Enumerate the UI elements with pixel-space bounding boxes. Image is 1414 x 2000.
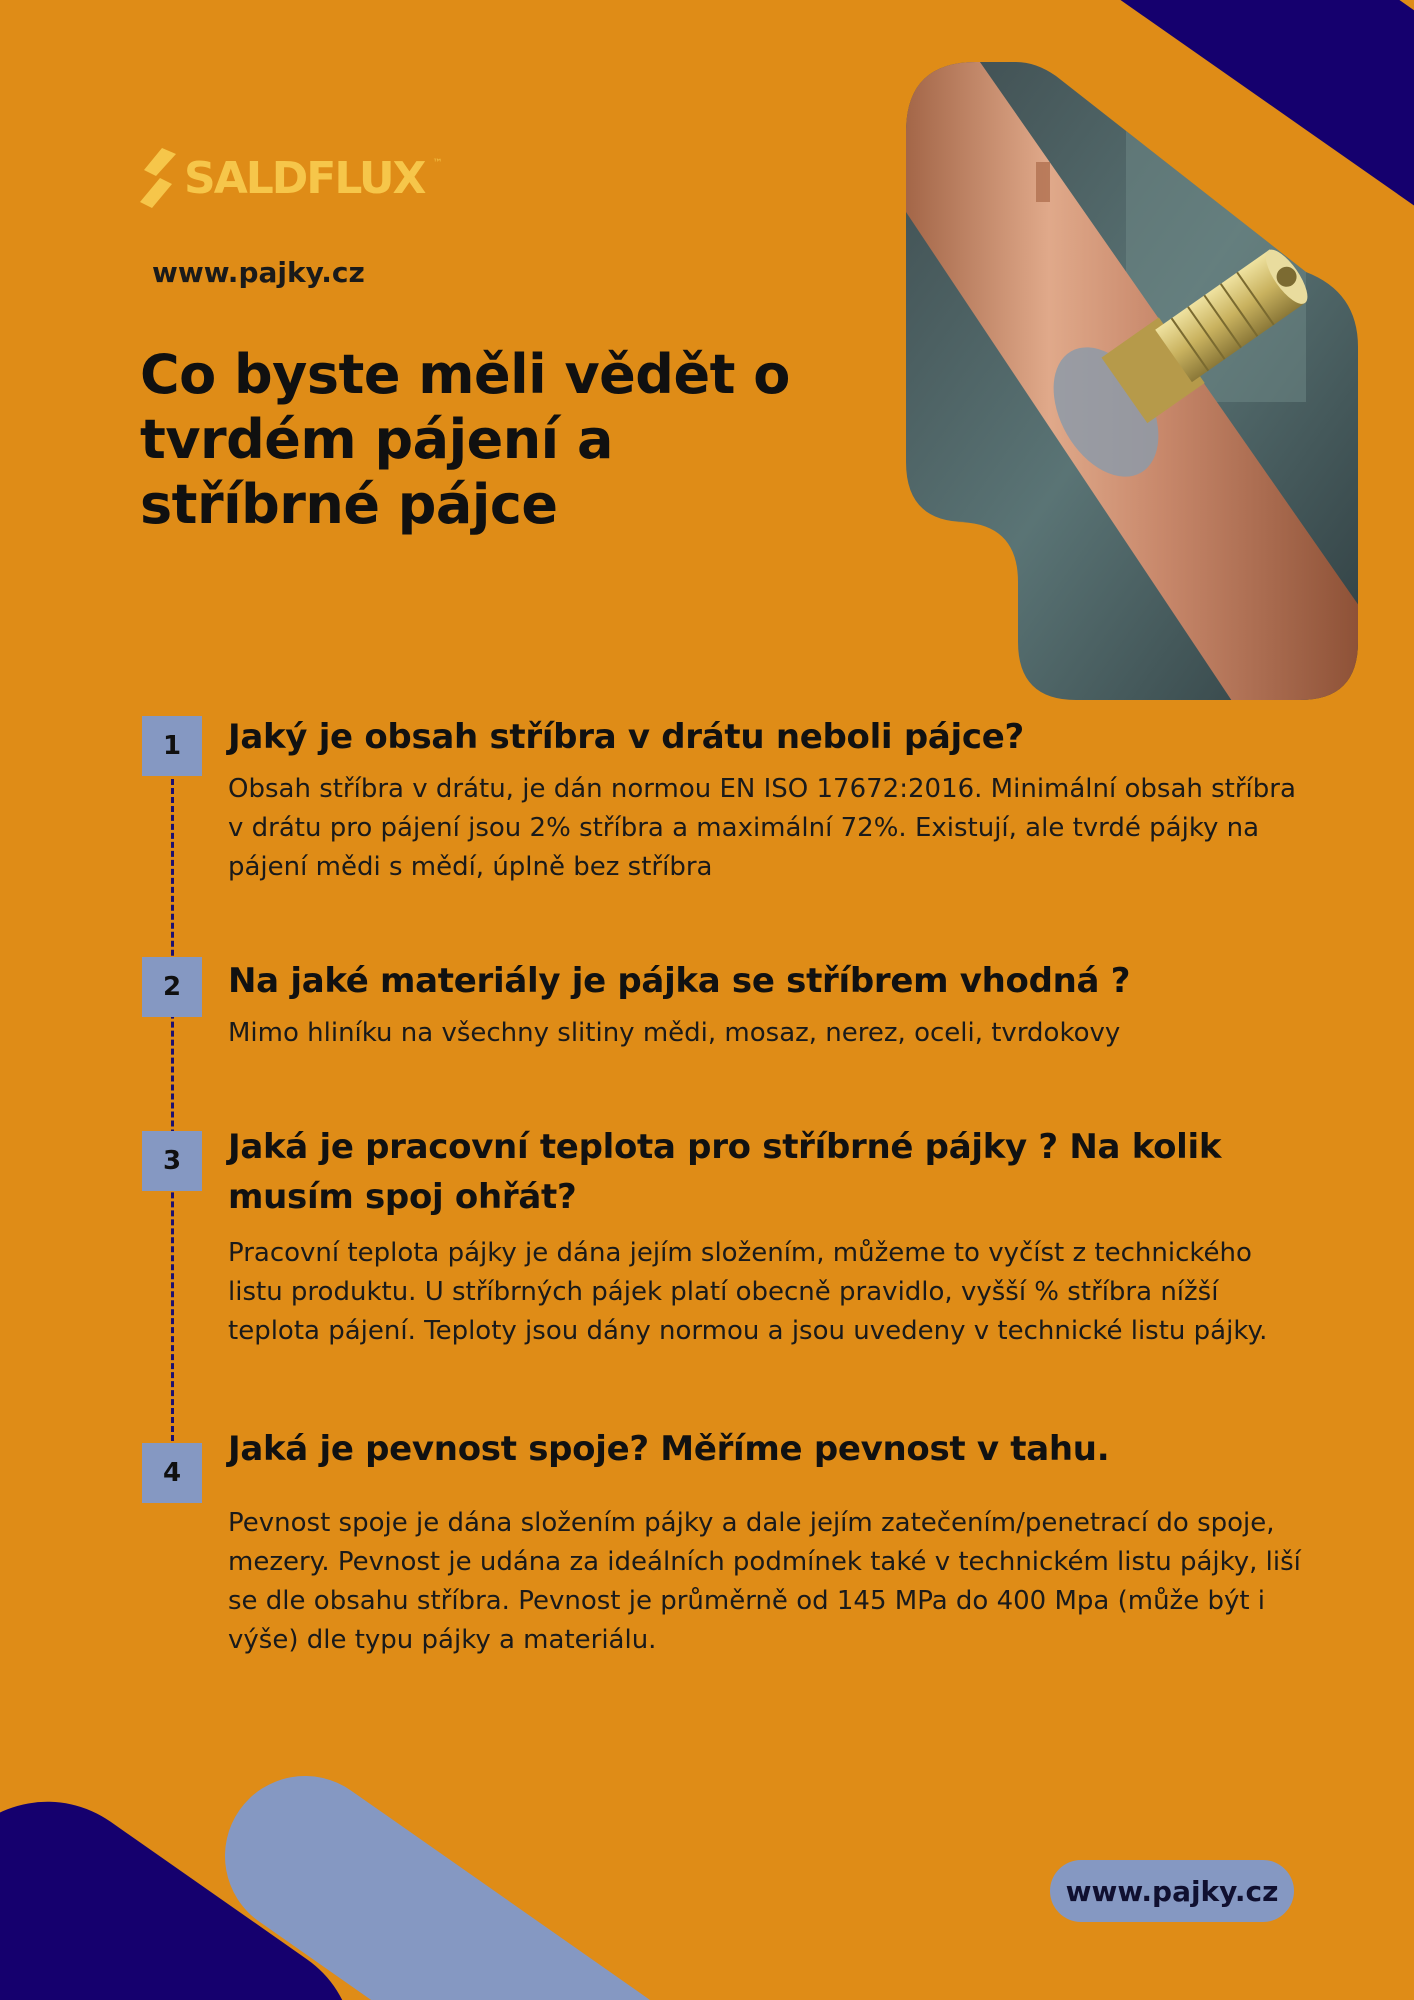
question-number-badge: 1 — [142, 716, 202, 776]
question-title: Jaká je pevnost spoje? Měříme pevnost v tahu. — [228, 1429, 1110, 1469]
question-title: Jaká je pracovní teplota pro stříbrné pájky ? Na kolik musím spoj ohřát? — [228, 1127, 1222, 1217]
question-number-badge: 4 — [142, 1443, 202, 1503]
question-title: Na jaké materiály je pájka se stříbrem vhodná ? — [228, 961, 1131, 1001]
copper-pipe-photo — [906, 62, 1358, 700]
page-title: Co byste měli vědět o tvrdém pájení a stříbrné pájce — [140, 343, 790, 536]
lightning-logo-icon — [140, 148, 176, 208]
timeline-dashed-line — [171, 770, 174, 1450]
logo-text: SALDFLUX — [184, 152, 425, 204]
question-answer: Pevnost spoje je dána složením pájky a dale jejím zatečením/penetrací do spoje, mezery. Pevnost je udána za ideálních podmínek také v technickém listu pájky, liší se dle obsahu stříbra. Pevnost je průměrně od 145 MPa do 400 Mpa (může být i výše) dle typu pájky a materiálu. — [228, 1508, 1301, 1655]
website-url-top[interactable]: www.pajky.cz — [152, 256, 365, 289]
question-answer: Obsah stříbra v drátu, je dán normou EN ISO 17672:2016. Minimální obsah stříbra v drátu pro pájení jsou 2% stříbra a maximální 72%. Existují, ale tvrdé pájky na pájení mědi s mědí, úplně bez stříbra — [228, 774, 1296, 882]
question-answer: Mimo hliníku na všechny slitiny mědi, mosaz, nerez, oceli, tvrdokovy — [228, 1018, 1121, 1048]
website-url-footer[interactable]: www.pajky.cz — [1050, 1860, 1294, 1922]
question-number-badge: 3 — [142, 1131, 202, 1191]
question-number-badge: 2 — [142, 957, 202, 1017]
logo-trademark: ™ — [432, 158, 443, 169]
saldflux-logo — [140, 148, 442, 208]
question-title: Jaký je obsah stříbra v drátu neboli pájce? — [228, 717, 1024, 757]
question-answer: Pracovní teplota pájky je dána jejím složením, můžeme to vyčíst z technického listu produktu. U stříbrných pájek platí obecně pravidlo, vyšší % stříbra nížší teplota pájení. Teploty jsou dány normou a jsou uvedeny v technické listu pájky. — [228, 1238, 1268, 1346]
